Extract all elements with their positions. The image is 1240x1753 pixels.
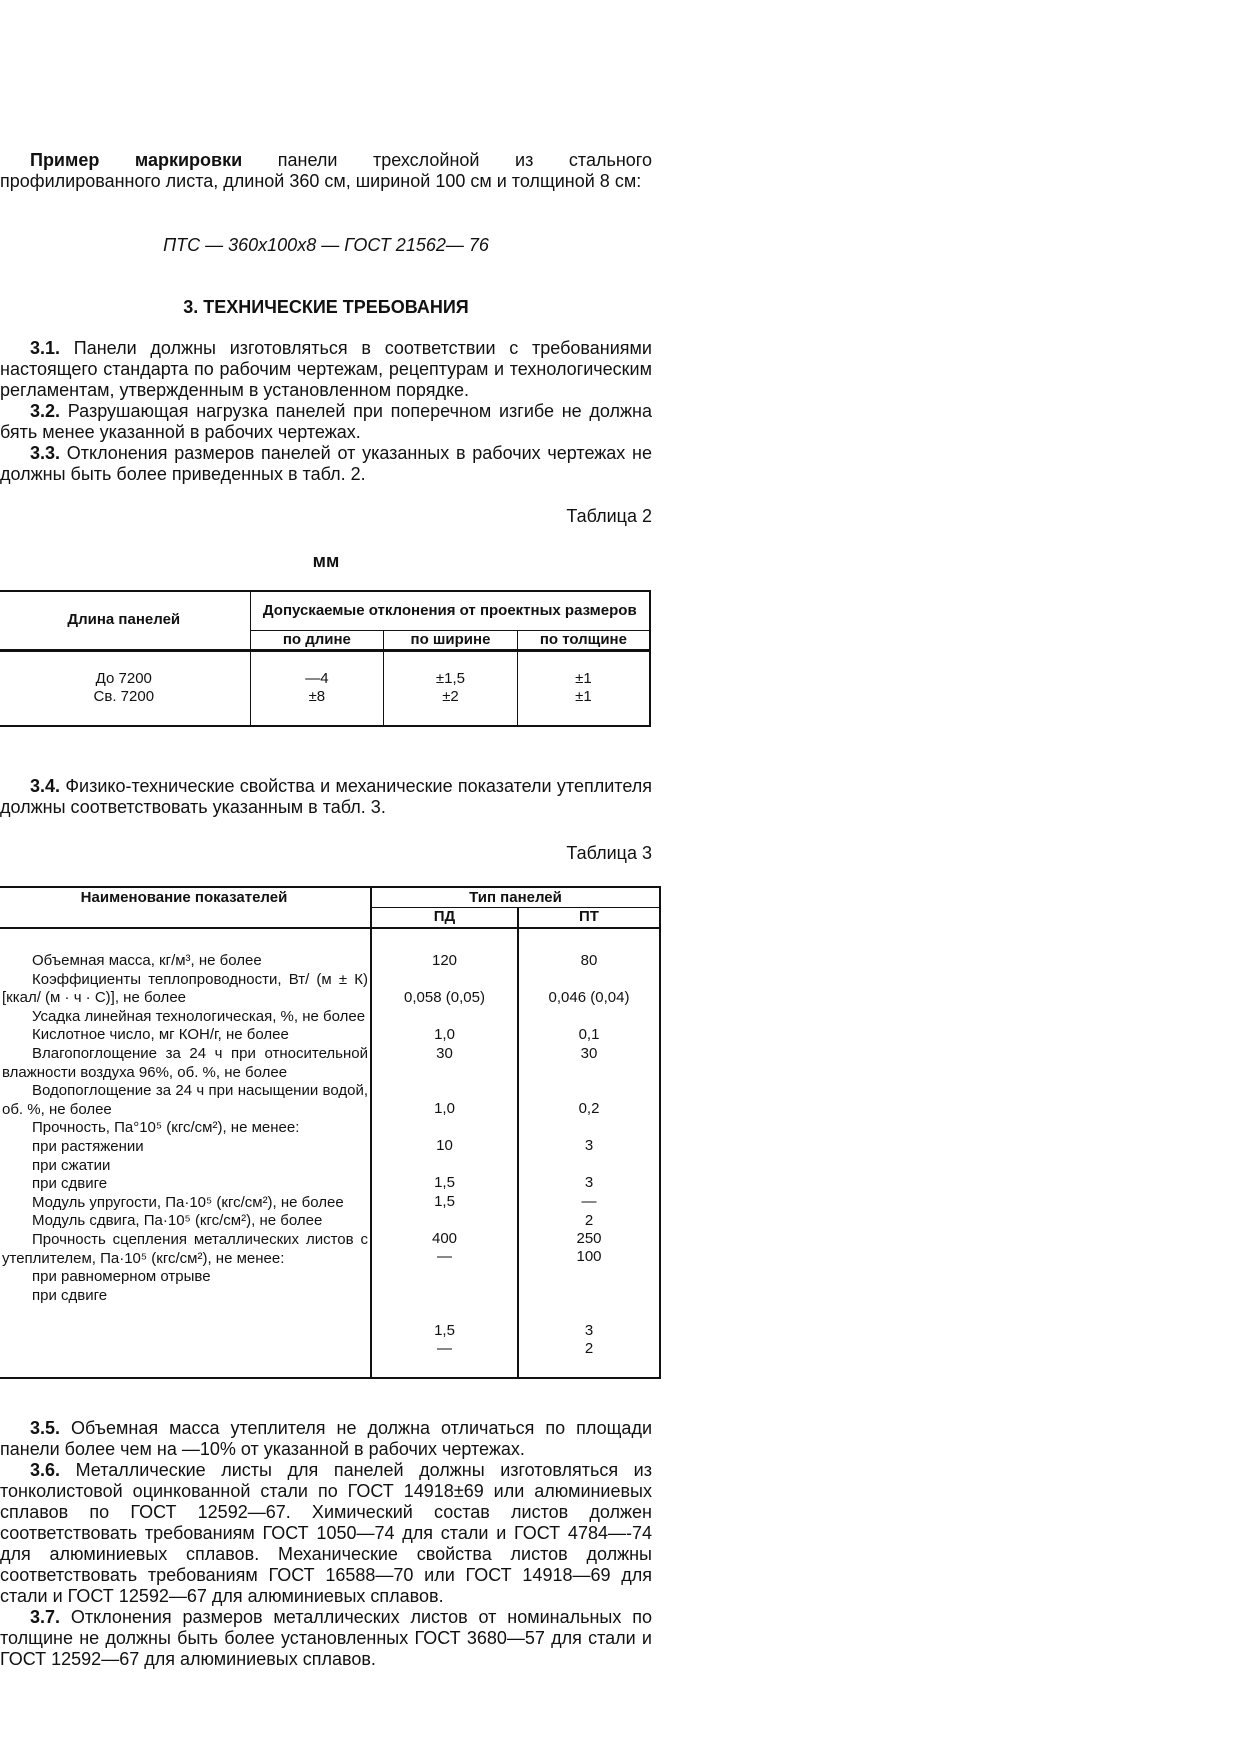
table2-header-group: Допускаемые отклонения от проектных размеров: [250, 591, 650, 630]
marking-example: [0, 150, 652, 192]
clause-number: 3.4.: [30, 776, 61, 796]
indicator-name: Усадка линейная технологическая, %, не более: [32, 1007, 366, 1025]
table3-pt-column: [519, 952, 659, 1372]
clause-text: Отклонения размеров панелей от указанных в рабочих чертежах не должны быть более приведенных в табл. 2.: [0, 443, 652, 484]
table-cell-value: ±2: [442, 688, 459, 706]
clause-number: 3.2.: [30, 401, 61, 421]
pd-value: 1,5: [434, 1322, 455, 1339]
pd-value: 0,058 (0,05): [404, 989, 485, 1006]
table2-header-length: Длина панелей: [0, 591, 250, 650]
table3-subheader-pt: ПТ: [579, 908, 599, 925]
indicator-name: при сдвиге: [32, 1175, 108, 1193]
indicator-name: при сжатии: [32, 1156, 111, 1174]
pt-value: 0,2: [578, 1100, 600, 1117]
table2-cell-length: [0, 650, 250, 726]
pd-value: 400: [431, 1230, 458, 1247]
table2: [0, 590, 651, 727]
indicator-name: Кислотное число, мг КОН/г, не более: [32, 1026, 289, 1044]
table2-subheader: по толщине: [517, 630, 650, 650]
table-cell-value: ±1: [575, 688, 592, 706]
marking-formula: ПТС — 360x100x8 — ГОСТ 21562— 76: [163, 235, 489, 255]
clause-number: 3.3.: [30, 443, 61, 463]
table2-subheader: по ширине: [384, 630, 518, 650]
table3-header-group: Тип панелей: [469, 889, 562, 906]
table3-names-column: [2, 952, 368, 1305]
pt-value: 3: [584, 1137, 594, 1154]
pd-value: 1,0: [434, 1026, 455, 1043]
clause-3-3: [0, 443, 652, 485]
section-body: [0, 338, 652, 485]
clause-number: 3.5.: [30, 1418, 61, 1438]
pd-value: 1,5: [434, 1193, 455, 1210]
table2-unit: мм: [312, 551, 340, 571]
pd-value: 1,5: [434, 1174, 455, 1191]
indicator-name: Влагопоглощение за 24 ч при относительной влажности воздуха 96%, об. %, не более: [2, 1044, 368, 1081]
table3-subheader-pd: ПД: [433, 908, 456, 925]
table-cell-value: Св. 7200: [93, 688, 155, 706]
clause-text: Разрушающая нагрузка панелей при поперечном изгибе не должна бять менее указанной в рабочих чертежах.: [0, 401, 652, 442]
indicator-name: Коэффициенты теплопроводности, Вт/ (м ± К) [ккал/ (м · ч · С)], не более: [2, 970, 368, 1007]
clause-number: 3.1.: [30, 338, 61, 358]
indicator-name: Модуль упругости, Па·10⁵ (кгс/см²), не более: [32, 1193, 344, 1211]
table2-cell-by-width: [384, 650, 518, 726]
table-cell-value: До 7200: [95, 670, 152, 688]
table-cell-value: ±1,5: [435, 670, 466, 688]
table2-caption: Таблица 2: [566, 506, 652, 526]
pt-value: 2: [584, 1340, 594, 1357]
indicator-name: Объемная масса, кг/м³, не более: [32, 952, 262, 969]
marking-paragraph: [0, 150, 652, 192]
pt-value: 3: [584, 1174, 594, 1191]
table2-subheader: по длине: [250, 630, 384, 650]
indicator-name: Прочность сцепления металлических листов с утеплителем, Па·10⁵ (кгс/см²), не менее:: [2, 1230, 368, 1267]
clause-3-7: [0, 1607, 652, 1670]
clause-number: 3.7.: [30, 1607, 61, 1627]
pt-value: 3: [584, 1322, 594, 1339]
marking-text: панели трехслойной из стального профилированного листа, длиной 360 см, шириной 100 см и толщиной 8 см:: [0, 150, 652, 191]
indicator-name: при равномерном отрыве: [32, 1268, 211, 1286]
table3-header-name: Наименование показателей: [80, 889, 288, 906]
clause-3-2: [0, 401, 652, 443]
table3-hrule: [0, 927, 659, 929]
indicator-name: при сдвиге: [32, 1286, 108, 1304]
clause-3-1: [0, 338, 652, 401]
clause-3-6: [0, 1460, 652, 1607]
clause-3-5: [0, 1418, 652, 1460]
section-title: 3. ТЕХНИЧЕСКИЕ ТРЕБОВАНИЯ: [183, 297, 469, 317]
pt-value: 80: [580, 952, 598, 969]
marking-lead: Пример маркировки: [30, 150, 243, 170]
pt-value: 2: [584, 1212, 594, 1229]
indicator-name: при растяжении: [32, 1137, 144, 1155]
indicator-name: Модуль сдвига, Па·10⁵ (кгс/см²), не более: [32, 1212, 323, 1230]
clause-text: Физико-технические свойства и механические показатели утеплителя должны соответствовать указанным в табл. 3.: [0, 776, 652, 817]
pt-value: 100: [576, 1248, 602, 1265]
table3-pd-column: [372, 952, 517, 1372]
indicator-name: Водопоглощение за 24 ч при насыщении водой, об. %, не более: [2, 1082, 368, 1118]
pd-value: 30: [436, 1045, 453, 1062]
table3-caption: Таблица 3: [566, 843, 652, 863]
pd-value: 10: [436, 1137, 453, 1154]
table2-cell-by-length: [250, 650, 384, 726]
table-cell-value: —4: [305, 670, 329, 688]
pt-value: 0,046 (0,04): [548, 989, 630, 1006]
pd-value: —: [437, 1340, 452, 1357]
table-cell-value: ±8: [308, 688, 326, 706]
table3: [0, 886, 661, 1379]
clause-text: Металлические листы для панелей должны изготовляться из тонколистовой оцинкованной стали по ГОСТ 14918±69 или алюминиевых сплавов по ГОСТ 12592—67. Химический состав листов должен соответствовать требованиям ГОСТ 1050—74 для стали и ГОСТ 4784—-74 для алюминиевых сплавов. Механические свойства листов должны соответствовать требованиям ГОСТ 16588—70 или ГОСТ 14918—69 для стали и ГОСТ 12592—67 для алюминиевых сплавов.: [0, 1460, 652, 1606]
clause-text: Отклонения размеров металлических листов от номинальных по толщине не должны быть более установленных ГОСТ 3680—57 для стали и ГОСТ 12592—67 для алюминиевых сплавов.: [0, 1607, 652, 1669]
clause-text: Объемная масса утеплителя не должна отличаться по площади панели более чем на —10% от указанной в рабочих чертежах.: [0, 1418, 652, 1459]
pd-value: 1,0: [434, 1100, 455, 1117]
pt-value: 30: [580, 1045, 598, 1062]
clause-3-4: [0, 776, 652, 818]
table-cell-value: ±1: [575, 670, 592, 688]
indicator-name: Прочность, Па°10⁵ (кгс/см²), не менее:: [32, 1119, 300, 1137]
clause-number: 3.6.: [30, 1460, 61, 1480]
pt-value: 0,1: [578, 1026, 600, 1043]
pt-value: 250: [576, 1230, 602, 1247]
pt-value: —: [581, 1193, 597, 1210]
pd-value: —: [437, 1248, 452, 1265]
table2-cell-by-thickness: [517, 650, 650, 726]
section-tail: [0, 1418, 652, 1670]
clause-text: Панели должны изготовляться в соответствии с требованиями настоящего стандарта по рабочим чертежам, рецептурам и технологическим регламентам, утвержденным в установленном порядке.: [0, 338, 652, 400]
pd-value: 120: [431, 952, 458, 969]
